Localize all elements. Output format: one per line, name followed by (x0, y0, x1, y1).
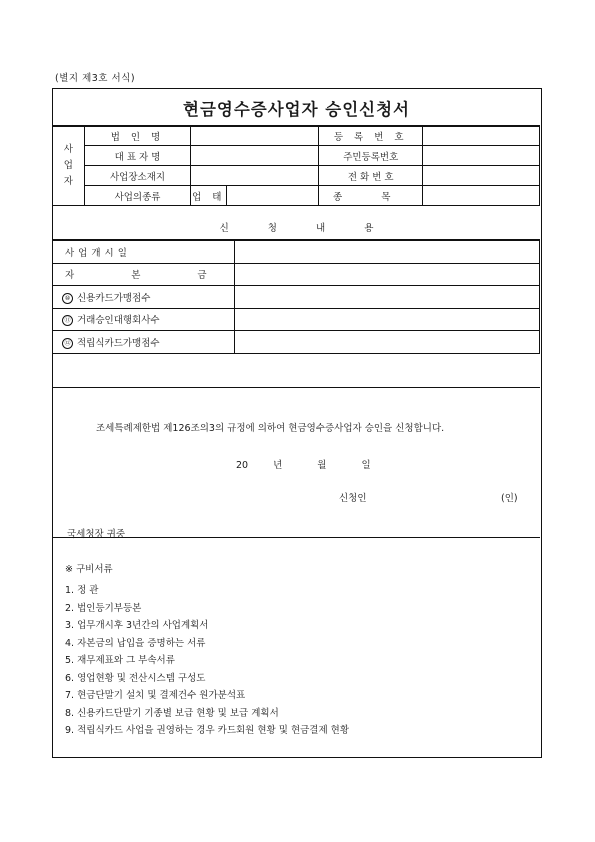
business-item-label: 종 목 (319, 186, 423, 206)
circled-number-icon: ⑫ (62, 338, 73, 349)
applicant-row-address (53, 166, 540, 186)
document-item: 3. 업무개시후 3년간의 사업계획서 (65, 620, 209, 631)
form-number-label: (별지 제3호 서식) (55, 73, 136, 84)
circled-number-icon: ⑩ (62, 293, 73, 304)
month-unit: 월 (317, 460, 327, 471)
title-row (53, 89, 540, 127)
phone-field[interactable] (423, 166, 540, 186)
document-item: 7. 현금단말기 설치 및 결제건수 원가분석표 (65, 690, 246, 701)
reg-number-field[interactable] (423, 126, 540, 146)
resident-number-field[interactable] (423, 146, 540, 166)
document-item: 4. 자본금의 납입을 증명하는 서류 (65, 637, 206, 649)
statement-section (53, 387, 540, 538)
documents-heading: ※ 구비서류 (65, 564, 113, 575)
circled-number-icon: ⑪ (62, 315, 73, 326)
statement-text: 조세특례제한법 제126조의3의 규정에 의하여 현금영수증사업자 승인을 신청합니다. (96, 423, 445, 434)
approval-agents-field[interactable] (234, 308, 539, 331)
phone-label: 전 화 번 호 (319, 166, 423, 186)
resident-number-label: 주민등록번호 (319, 146, 423, 166)
document-item: 5. 재무제표와 그 부속서류 (65, 655, 175, 666)
content-heading: 신 청 내 용 (53, 214, 540, 240)
point-card-merchants-field[interactable] (234, 331, 539, 354)
business-type-label: 사업의종류 (84, 186, 191, 206)
year-prefix: 20 (236, 460, 249, 471)
applicant-table (52, 125, 540, 206)
application-form (52, 88, 542, 758)
detail-row (53, 241, 540, 264)
side-char: 자 (63, 175, 73, 187)
required-documents (65, 561, 349, 740)
day-unit: 일 (361, 460, 371, 471)
document-item: 6. 영업현황 및 전산시스템 구성도 (65, 672, 206, 684)
point-card-merchants-label: ⑫ 적립식카드가맹점수 (53, 331, 235, 354)
address-label: 사업장소재지 (84, 166, 191, 186)
details-table (52, 240, 540, 354)
detail-row (53, 263, 540, 286)
approval-agents-label: ⑪ 거래승인대행회사수 (53, 308, 235, 331)
rep-name-field[interactable] (191, 146, 319, 166)
business-category-label: 업 태 (191, 186, 227, 206)
addressee: 국세청장 귀중 (67, 529, 126, 540)
document-item: 9. 적립식카드 사업을 권영하는 경우 카드회원 현황 및 현금결제 현황 (65, 725, 350, 736)
side-char: 업 (63, 159, 73, 171)
start-date-label: 사업개시일 (53, 241, 235, 264)
card-merchants-label: ⑩ 신용카드가맹점수 (53, 286, 235, 309)
applicant-row-rep (53, 146, 540, 166)
card-merchants-field[interactable] (234, 286, 539, 309)
applicant-sign-label: 신청인 (339, 493, 367, 504)
detail-row (53, 308, 540, 331)
form-title: 현금영수증사업자 승인신청서 (183, 99, 410, 119)
capital-label: 자 본 금 (53, 263, 235, 286)
document-item: 8. 신용카드단말기 기종별 보급 현황 및 보급 계획서 (65, 707, 279, 719)
document-item: 1. 정 관 (65, 585, 99, 596)
address-field[interactable] (191, 166, 319, 186)
year-unit: 년 (273, 460, 283, 471)
applicant-row-corp (53, 126, 540, 146)
business-item-field[interactable] (423, 186, 540, 206)
detail-row (53, 286, 540, 309)
side-char: 사 (63, 143, 73, 155)
detail-row (53, 331, 540, 354)
capital-field[interactable] (234, 263, 539, 286)
date-line (236, 457, 396, 471)
rep-name-label: 대 표 자 명 (84, 146, 191, 166)
applicant-side-label (53, 126, 85, 206)
corp-name-label: 법 인 명 (84, 126, 191, 146)
corp-name-field[interactable] (191, 126, 319, 146)
reg-number-label: 등 록 번 호 (319, 126, 423, 146)
business-category-field[interactable] (227, 186, 319, 206)
seal-mark: (인) (501, 493, 518, 504)
start-date-field[interactable] (234, 241, 539, 264)
applicant-row-type (53, 186, 540, 206)
document-item: 2. 법인등기부등본 (65, 602, 142, 614)
